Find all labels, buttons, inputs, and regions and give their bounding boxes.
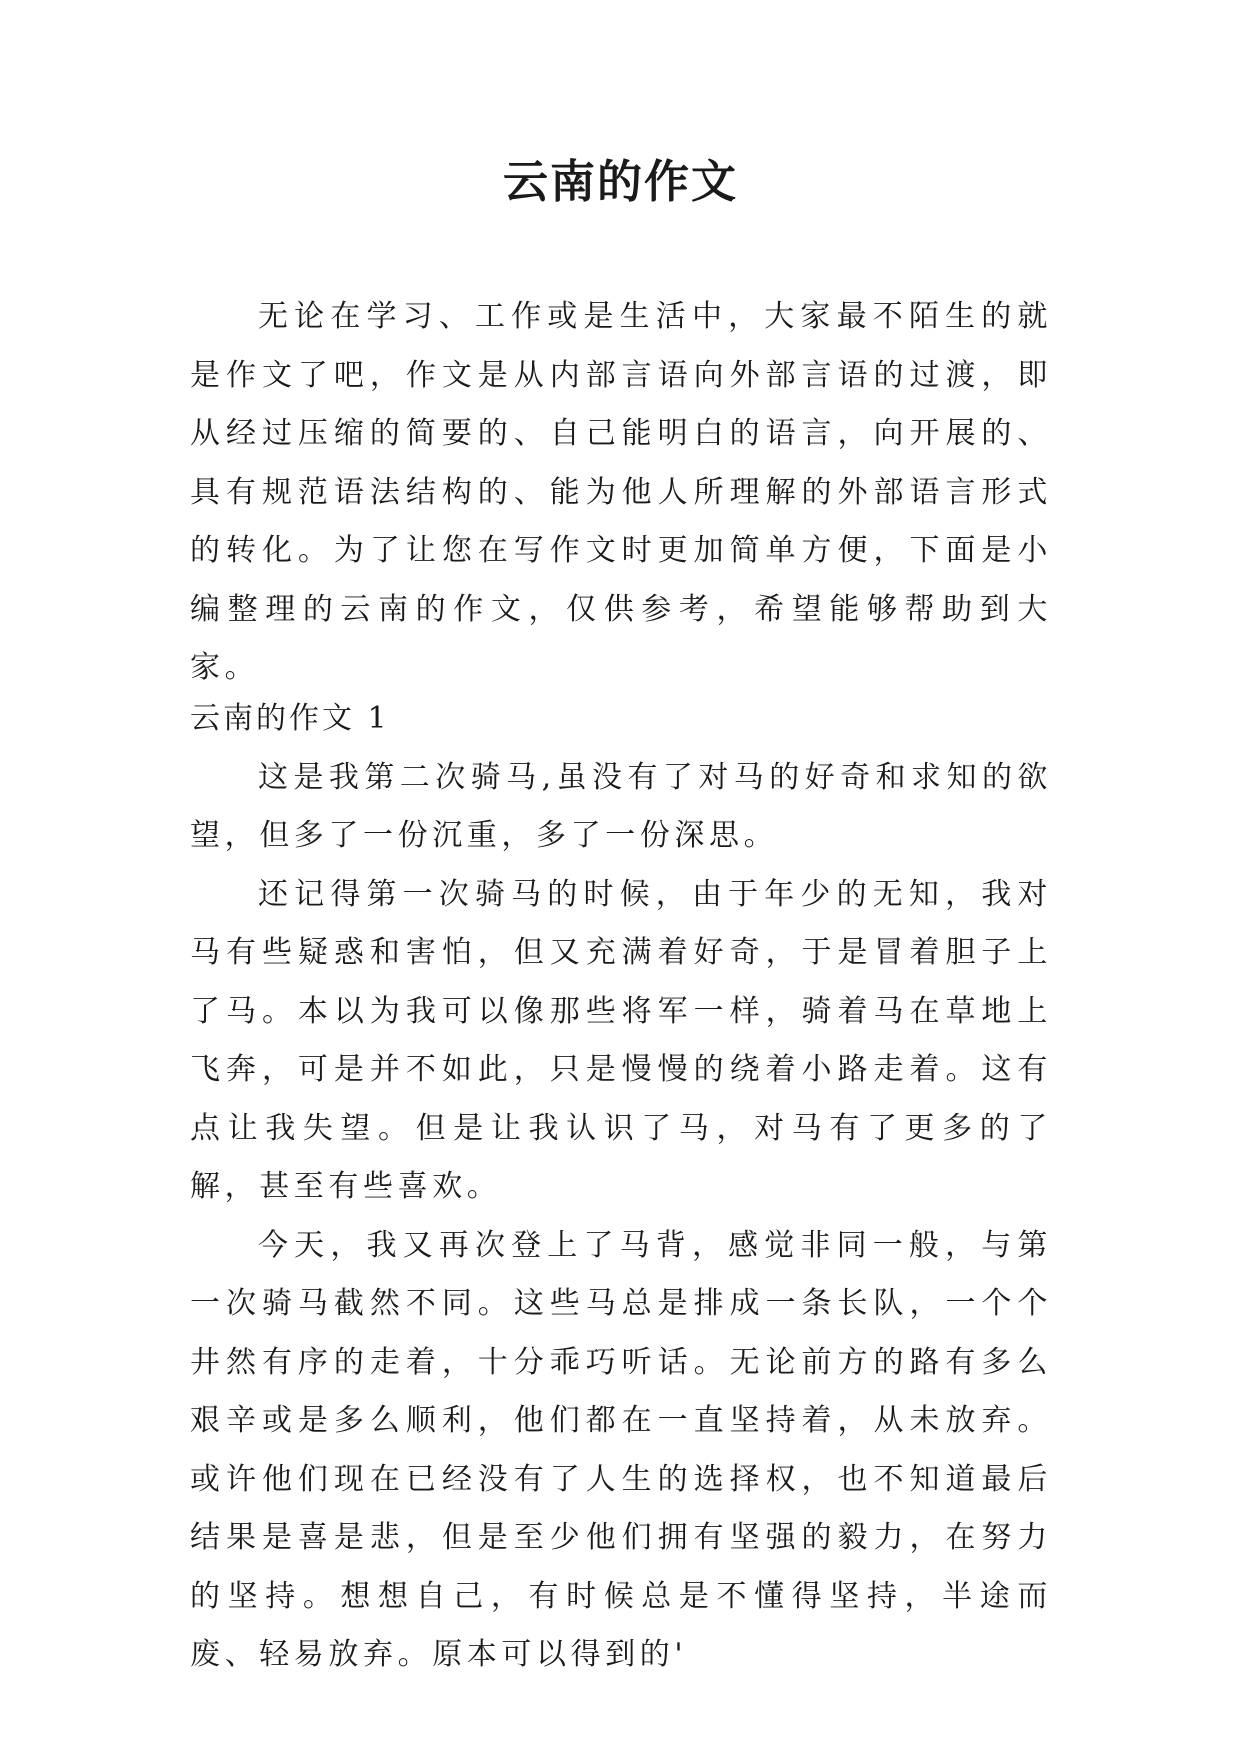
article-paragraph: 这是我第二次骑马,虽没有了对马的好奇和求知的欲望，但多了一份沉重，多了一份深思。: [190, 759, 1052, 853]
intro-paragraph: 无论在学习、工作或是生活中，大家最不陌生的就是作文了吧，作文是从内部言语向外部言语的过渡，即从经过压缩的简要的、自己能明白的语言，向开展的、具有规范语法结构的、能为他人所理解的外部语言形式的转化。为了让您在写作文时更加简单方便，下面是小编整理的云南的作文，仅供参考，希望能够帮助到大家。: [190, 299, 1052, 685]
document-title: 云南的作文: [502, 155, 738, 208]
article-paragraph: 今天，我又再次登上了马背，感觉非同一般，与第一次骑马截然不同。这些马总是排成一条长队，一个个井然有序的走着，十分乖巧听话。无论前方的路有多么艰辛或是多么顺利，他们都在一直坚持着，从未放弃。或许他们现在已经没有了人生的选择权，也不知道最后结果是喜是悲，但是至少他们拥有坚强的毅力，在努力的坚持。想想自己，有时候总是不懂得坚持，半途而废、轻易放弃。原本可以得到的': [190, 1227, 1052, 1672]
article-section: [190, 690, 1052, 1685]
section-heading: 云南的作文 1: [190, 701, 390, 736]
article-paragraph: 还记得第一次骑马的时候，由于年少的无知，我对马有些疑惑和害怕，但又充满着好奇，于是冒着胆子上了马。本以为我可以像那些将军一样，骑着马在草地上飞奔，可是并不如此，只是慢慢的绕着小路走着。这有点让我失望。但是让我认识了马，对马有了更多的了解，甚至有些喜欢。: [190, 876, 1052, 1204]
